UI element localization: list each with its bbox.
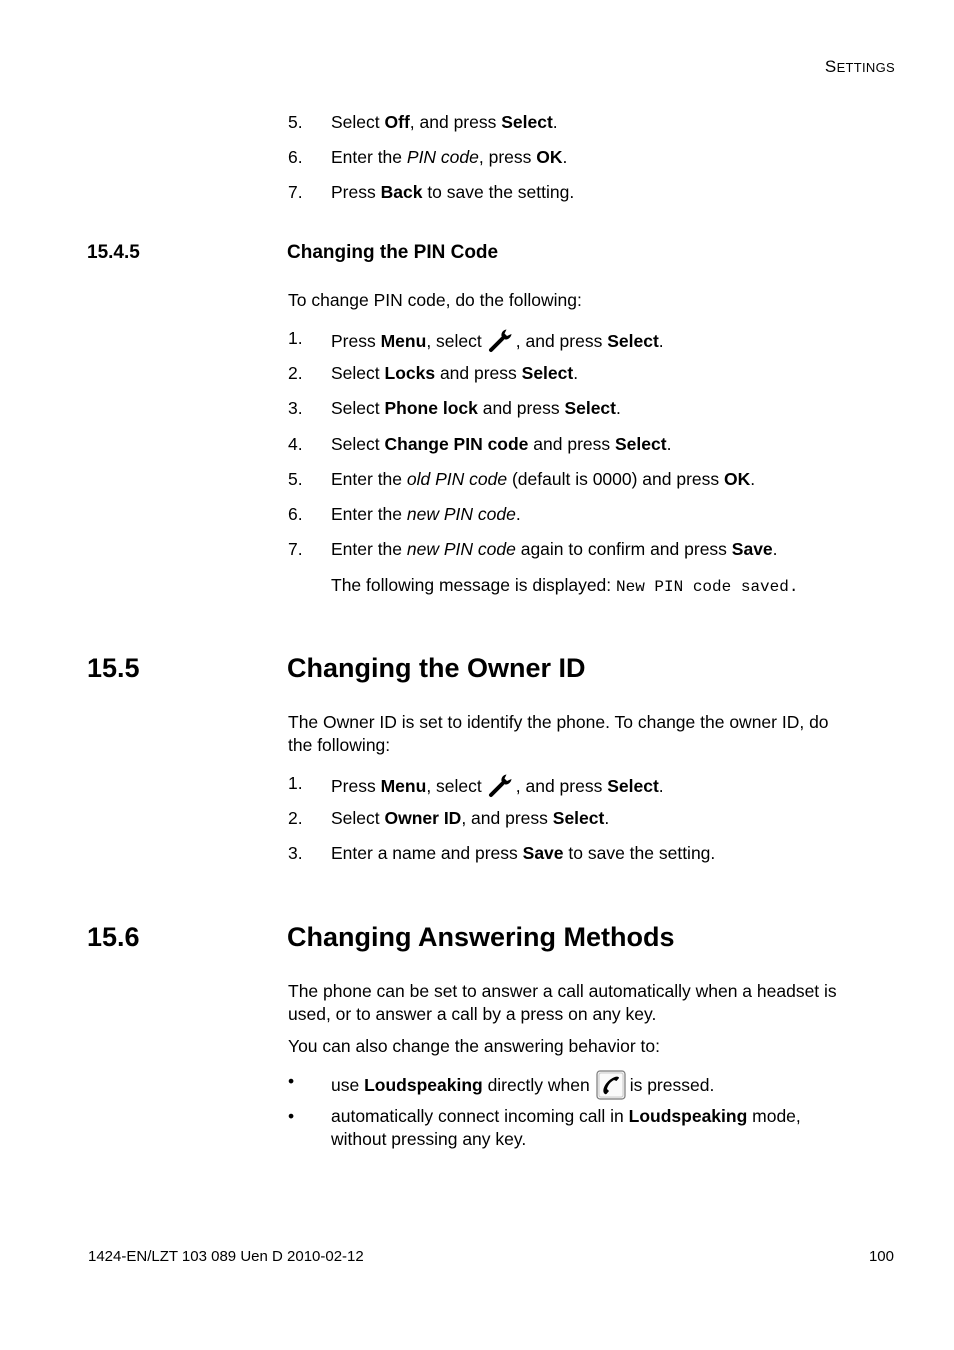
emphasis-bold: Menu <box>380 776 427 796</box>
bullet-text: without pressing any key. <box>331 1129 527 1149</box>
emphasis-bold: Select <box>607 331 659 351</box>
step-number: 5. <box>288 469 303 489</box>
section-number: 15.6 <box>87 922 140 952</box>
text-run: again to confirm and press <box>515 539 732 559</box>
text-run: (default is 0000) and press <box>507 469 725 489</box>
text-run: . <box>666 434 672 454</box>
emphasis-bold: Select <box>501 112 553 132</box>
text-run: , and press <box>515 776 608 796</box>
step-text <box>331 772 664 798</box>
text-run: . <box>604 808 610 828</box>
text-run: Press <box>331 182 381 202</box>
text-run: Enter the <box>331 147 407 167</box>
text-run: . <box>750 469 756 489</box>
emphasis-italic: new PIN code <box>406 504 516 524</box>
step-text <box>331 433 671 455</box>
text-run: Select <box>331 112 385 132</box>
section-number: 15.4.5 <box>87 242 140 263</box>
footer-doc-id: 1424-EN/LZT 103 089 Uen D 2010-02-12 <box>88 1248 364 1265</box>
text-run: and press <box>435 363 522 383</box>
intro-paragraph <box>288 980 894 1026</box>
step-number: 7. <box>288 539 303 559</box>
intro-line: used, or to answer a call by a press on any key. <box>288 1004 657 1024</box>
emphasis-italic: new PIN code <box>406 539 516 559</box>
step-text <box>331 503 521 525</box>
emphasis-bold: Menu <box>380 331 427 351</box>
page-number: 100 <box>868 1248 894 1265</box>
header-initial: S <box>824 57 837 76</box>
text-run: Press <box>331 776 381 796</box>
step-text <box>331 842 715 864</box>
emphasis-italic: PIN code <box>406 147 479 167</box>
intro-paragraph: You can also change the answering behavior to: <box>288 1036 660 1056</box>
emphasis-bold: Loudspeaking <box>628 1106 748 1126</box>
section-number: 15.5 <box>87 653 140 683</box>
text-run: and press <box>528 434 615 454</box>
bullet-mark: • <box>288 1106 295 1126</box>
text-run: . <box>552 112 558 132</box>
emphasis-bold: Select <box>615 434 667 454</box>
step-text <box>331 362 578 384</box>
step-number: 5. <box>288 112 303 132</box>
step-text <box>331 111 558 133</box>
text-run: , press <box>478 147 537 167</box>
text-run: , and press <box>461 808 553 828</box>
step-number: 1. <box>288 773 303 793</box>
text-run: Select <box>331 398 385 418</box>
text-run: Select <box>331 434 385 454</box>
text-run: . <box>562 147 568 167</box>
step-text <box>331 538 778 560</box>
text-run: is pressed. <box>629 1075 715 1095</box>
text-run: automatically connect incoming call in <box>331 1106 629 1126</box>
wrench-icon <box>488 327 514 353</box>
text-run: . <box>658 776 664 796</box>
header-rest: ETTINGS <box>836 60 895 75</box>
text-run: Enter a name and press <box>331 843 523 863</box>
text-run: . <box>772 539 778 559</box>
intro-line: the following: <box>288 735 391 755</box>
text-run: , select <box>426 776 482 796</box>
emphasis-bold: Phone lock <box>384 398 478 418</box>
bullet-text <box>331 1105 801 1127</box>
step-number: 2. <box>288 363 303 383</box>
step-text <box>331 807 609 829</box>
text-run: Press <box>331 331 381 351</box>
text-run: . <box>616 398 621 418</box>
step-number: 6. <box>288 504 303 524</box>
text-run: , and press <box>409 112 502 132</box>
intro-line: The phone can be set to answer a call automatically when a headset is <box>288 981 837 1001</box>
text-run: directly when <box>482 1075 590 1095</box>
emphasis-bold: Select <box>552 808 605 828</box>
emphasis-bold: Select <box>521 363 574 383</box>
text-run: use <box>331 1075 365 1095</box>
step-text <box>331 181 574 203</box>
text-run: Select <box>331 363 385 383</box>
text-run: Enter the <box>331 504 407 524</box>
emphasis-bold: Select <box>564 398 616 418</box>
section-title: Changing the PIN Code <box>287 242 499 263</box>
step-text <box>331 397 621 419</box>
wrench-icon <box>488 772 514 798</box>
bullet-mark: • <box>288 1071 295 1091</box>
text-run: to save the setting. <box>563 843 716 863</box>
emphasis-bold: Save <box>522 843 564 863</box>
text-run: Select <box>331 808 385 828</box>
intro-line: The Owner ID is set to identify the phone. To change the owner ID, do <box>288 712 829 732</box>
text-run: Enter the <box>331 469 407 489</box>
call-key-icon <box>596 1070 626 1100</box>
emphasis-bold: Select <box>607 776 659 796</box>
emphasis-bold: Save <box>731 539 773 559</box>
step-number: 3. <box>288 398 303 418</box>
step-text <box>331 468 755 490</box>
text-run: . <box>515 504 521 524</box>
note-prefix: The following message is displayed: <box>331 575 617 595</box>
emphasis-bold: OK <box>536 147 563 167</box>
step-number: 3. <box>288 843 303 863</box>
bullet-text <box>331 1070 714 1100</box>
text-run: and press <box>477 398 565 418</box>
step-number: 4. <box>288 434 303 454</box>
text-run: . <box>658 331 664 351</box>
emphasis-bold: Loudspeaking <box>364 1075 483 1095</box>
emphasis-bold: Owner ID <box>384 808 462 828</box>
emphasis-bold: OK <box>724 469 751 489</box>
emphasis-bold: Back <box>380 182 423 202</box>
emphasis-bold: Change PIN code <box>384 434 529 454</box>
text-run: mode, <box>747 1106 801 1126</box>
step-text <box>331 327 664 353</box>
text-run: Enter the <box>331 539 407 559</box>
emphasis-bold: Locks <box>384 363 436 383</box>
emphasis-bold: Off <box>384 112 410 132</box>
text-run: . <box>573 363 579 383</box>
section-title: Changing Answering Methods <box>287 922 675 952</box>
section-title: Changing the Owner ID <box>287 653 586 683</box>
display-message: New PIN code saved. <box>616 578 799 596</box>
step-number: 6. <box>288 147 303 167</box>
step-number: 7. <box>288 182 303 202</box>
intro-paragraph: To change PIN code, do the following: <box>288 290 582 310</box>
step-number: 1. <box>288 328 303 348</box>
text-run: , and press <box>515 331 608 351</box>
emphasis-italic: old PIN code <box>406 469 508 489</box>
intro-paragraph <box>288 711 894 757</box>
text-run: , select <box>426 331 482 351</box>
text-run: to save the setting. <box>422 182 575 202</box>
step-number: 2. <box>288 808 303 828</box>
running-header <box>825 57 895 77</box>
step-text <box>331 146 567 168</box>
